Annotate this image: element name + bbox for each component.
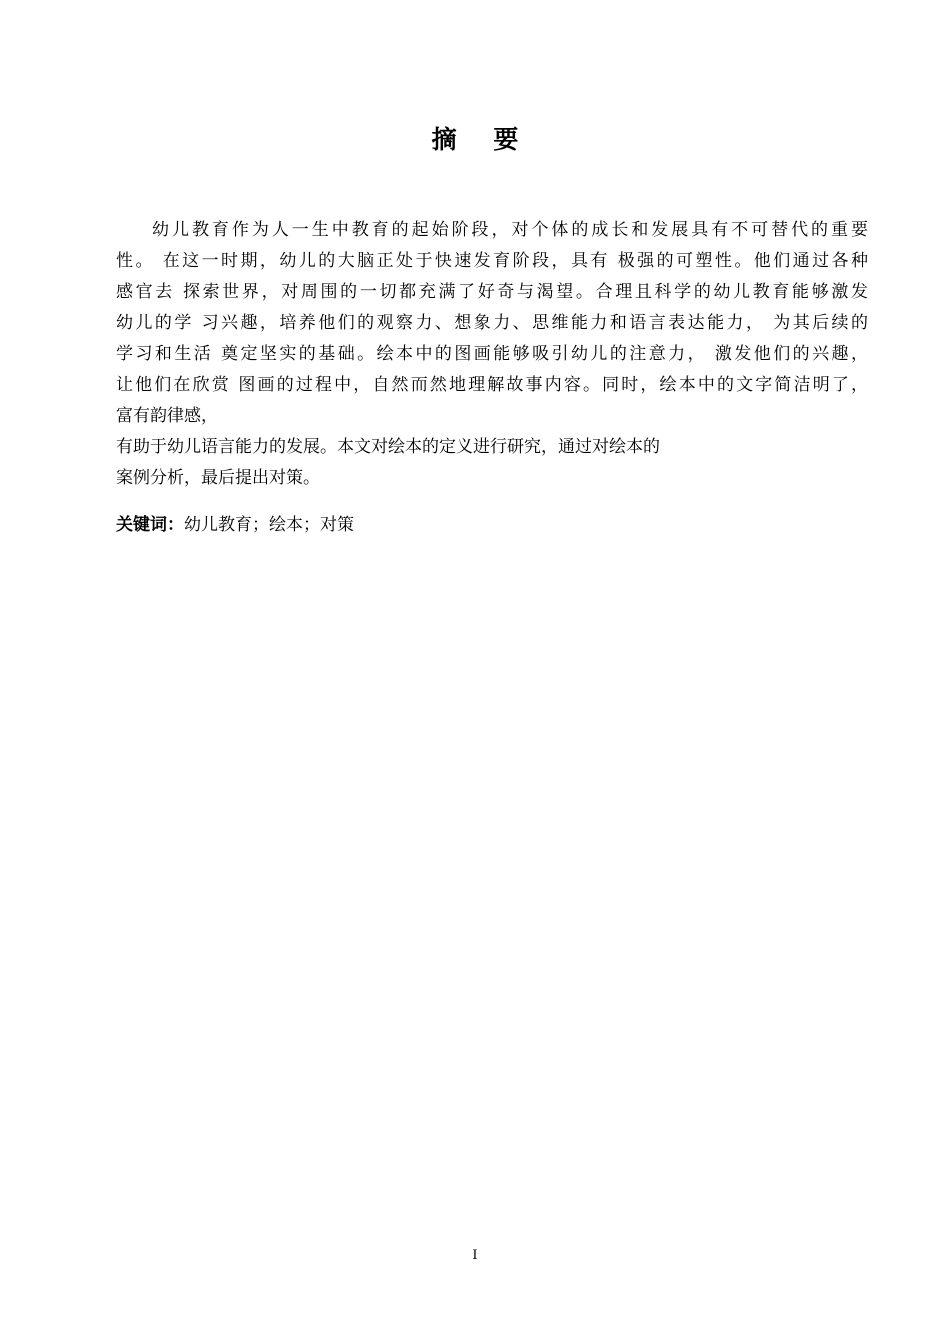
abstract-line: 学习和生活 奠定坚实的基础。绘本中的图画能够吸引幼儿的注意力， 激发他们的兴趣，: [116, 344, 868, 364]
abstract-line: 让他们在欣赏 图画的过程中，自然而然地理解故事内容。同时，绘本中的文字简洁明了，: [116, 375, 868, 395]
page-number: I: [472, 1248, 478, 1263]
keywords-line: [116, 510, 354, 541]
abstract-line: 性。 在这一时期，幼儿的大脑正处于快速发育阶段，具有 极强的可塑性。他们通过各种: [116, 251, 868, 271]
abstract-line: 幼儿教育作为人一生中教育的起始阶段，对个体的成长和发展具有不可替代的重要: [152, 220, 868, 240]
keywords-value: 幼儿教育；绘本；对策: [184, 515, 354, 535]
abstract-line: 案例分析，最后提出对策。: [116, 468, 320, 488]
abstract-line: 富有韵律感，: [116, 406, 218, 426]
abstract-line: 幼儿的学 习兴趣，培养他们的观察力、想象力、思维能力和语言表达能力， 为其后续的: [116, 313, 868, 333]
abstract-body: [116, 215, 868, 494]
keywords-label: 关键词：: [116, 515, 184, 535]
abstract-line: 感官去 探索世界，对周围的一切都充满了好奇与渴望。合理且科学的幼儿教育能够激发: [116, 282, 868, 302]
abstract-line: 有助于幼儿语言能力的发展。本文对绘本的定义进行研究，通过对绘本的: [116, 437, 660, 457]
page-title: 摘 要: [431, 125, 533, 154]
